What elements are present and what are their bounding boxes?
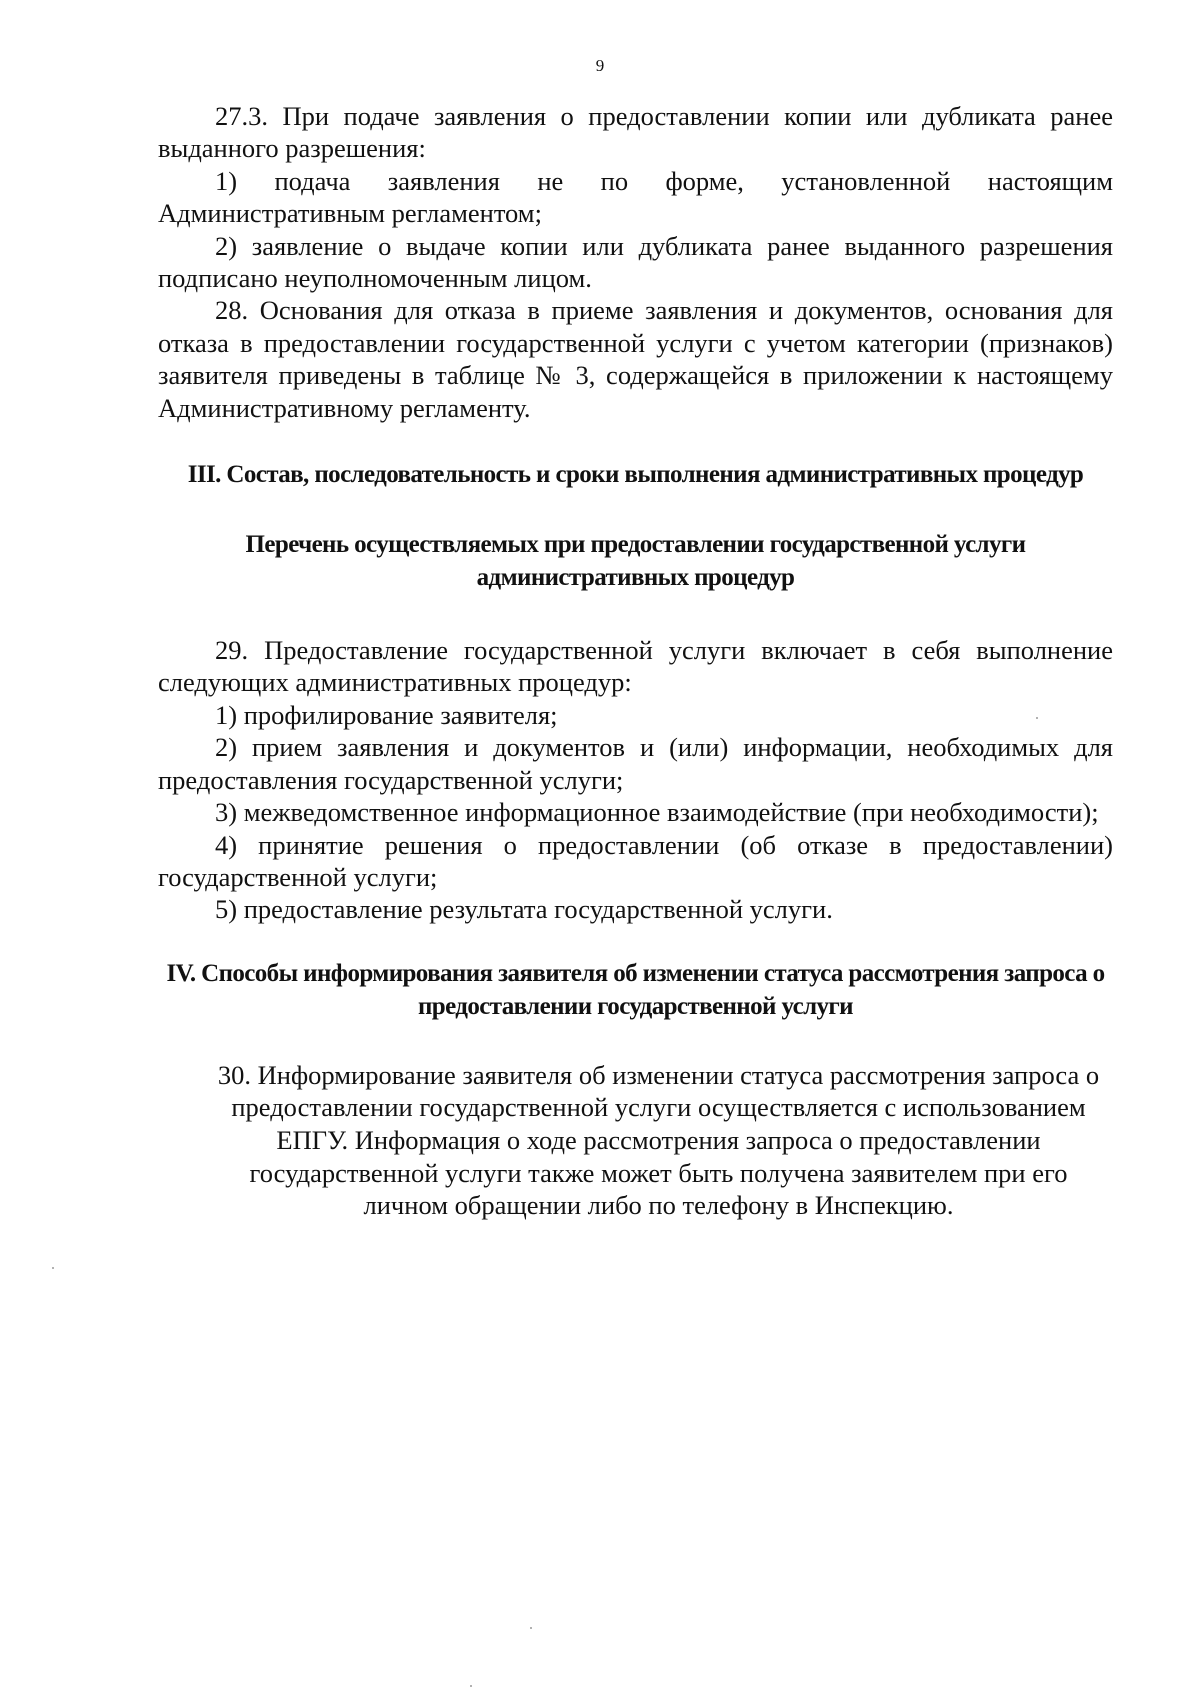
paragraph-28: 28. Основания для отказа в приеме заявления и документов, основания для отказа в предоставлении государственной услуги с учетом категории (признаков) заявителя приведены в таблице № 3, содержащейся в приложении к настоящему Административному регламенту.	[158, 295, 1113, 423]
section-3-heading: III. Состав, последовательность и сроки выполнения административных процедур	[187, 461, 1084, 489]
paragraph-29-item-1: 1) профилирование заявителя;	[215, 699, 558, 730]
paragraph-27-3-item-1: 1) подача заявления не по форме, установленной настоящим Административным регламентом;	[158, 165, 1113, 229]
paragraph-29-item-3: 3) межведомственное информационное взаимодействие (при необходимости);	[215, 797, 1099, 828]
scan-speck	[470, 1685, 472, 1687]
section-3-subheading: Перечень осуществляемых при предоставлении государственной услуги административных процедур	[245, 531, 1026, 592]
scan-speck	[52, 1267, 54, 1269]
paragraph-29-item-4: 4) принятие решения о предоставлении (об отказе в предоставлении) государственной услуги;	[158, 829, 1113, 892]
page-number: 9	[595, 56, 605, 75]
paragraph-30: 30. Информирование заявителя об изменении статуса рассмотрения запроса о предоставлении государственной услуги осуществляется с использованием ЕПГУ. Информация о ходе рассмотрения запроса о предоставлении государственной услуги также может быть получена заявителем при его личном обращении либо по телефону в Инспекцию.	[217, 1059, 1100, 1221]
paragraph-29-item-2: 2) прием заявления и документов и (или) информации, необходимых для предоставления государственной услуги;	[158, 732, 1113, 795]
section-4-heading: IV. Способы информирования заявителя об изменении статуса рассмотрения запроса о предоставлении государственной услуги	[166, 959, 1105, 1020]
page-content	[158, 100, 1113, 1222]
paragraph-29: 29. Предоставление государственной услуги включает в себя выполнение следующих административных процедур:	[158, 635, 1113, 698]
scan-speck	[1036, 717, 1038, 719]
paragraph-27-3: 27.3. При подаче заявления о предоставлении копии или дубликата ранее выданного разрешения:	[158, 101, 1113, 164]
scan-speck	[530, 1627, 532, 1629]
paragraph-27-3-item-2: 2) заявление о выдаче копии или дубликата ранее выданного разрешения подписано неуполномоченным лицом.	[158, 230, 1113, 294]
paragraph-29-item-5: 5) предоставление результата государственной услуги.	[215, 894, 833, 925]
